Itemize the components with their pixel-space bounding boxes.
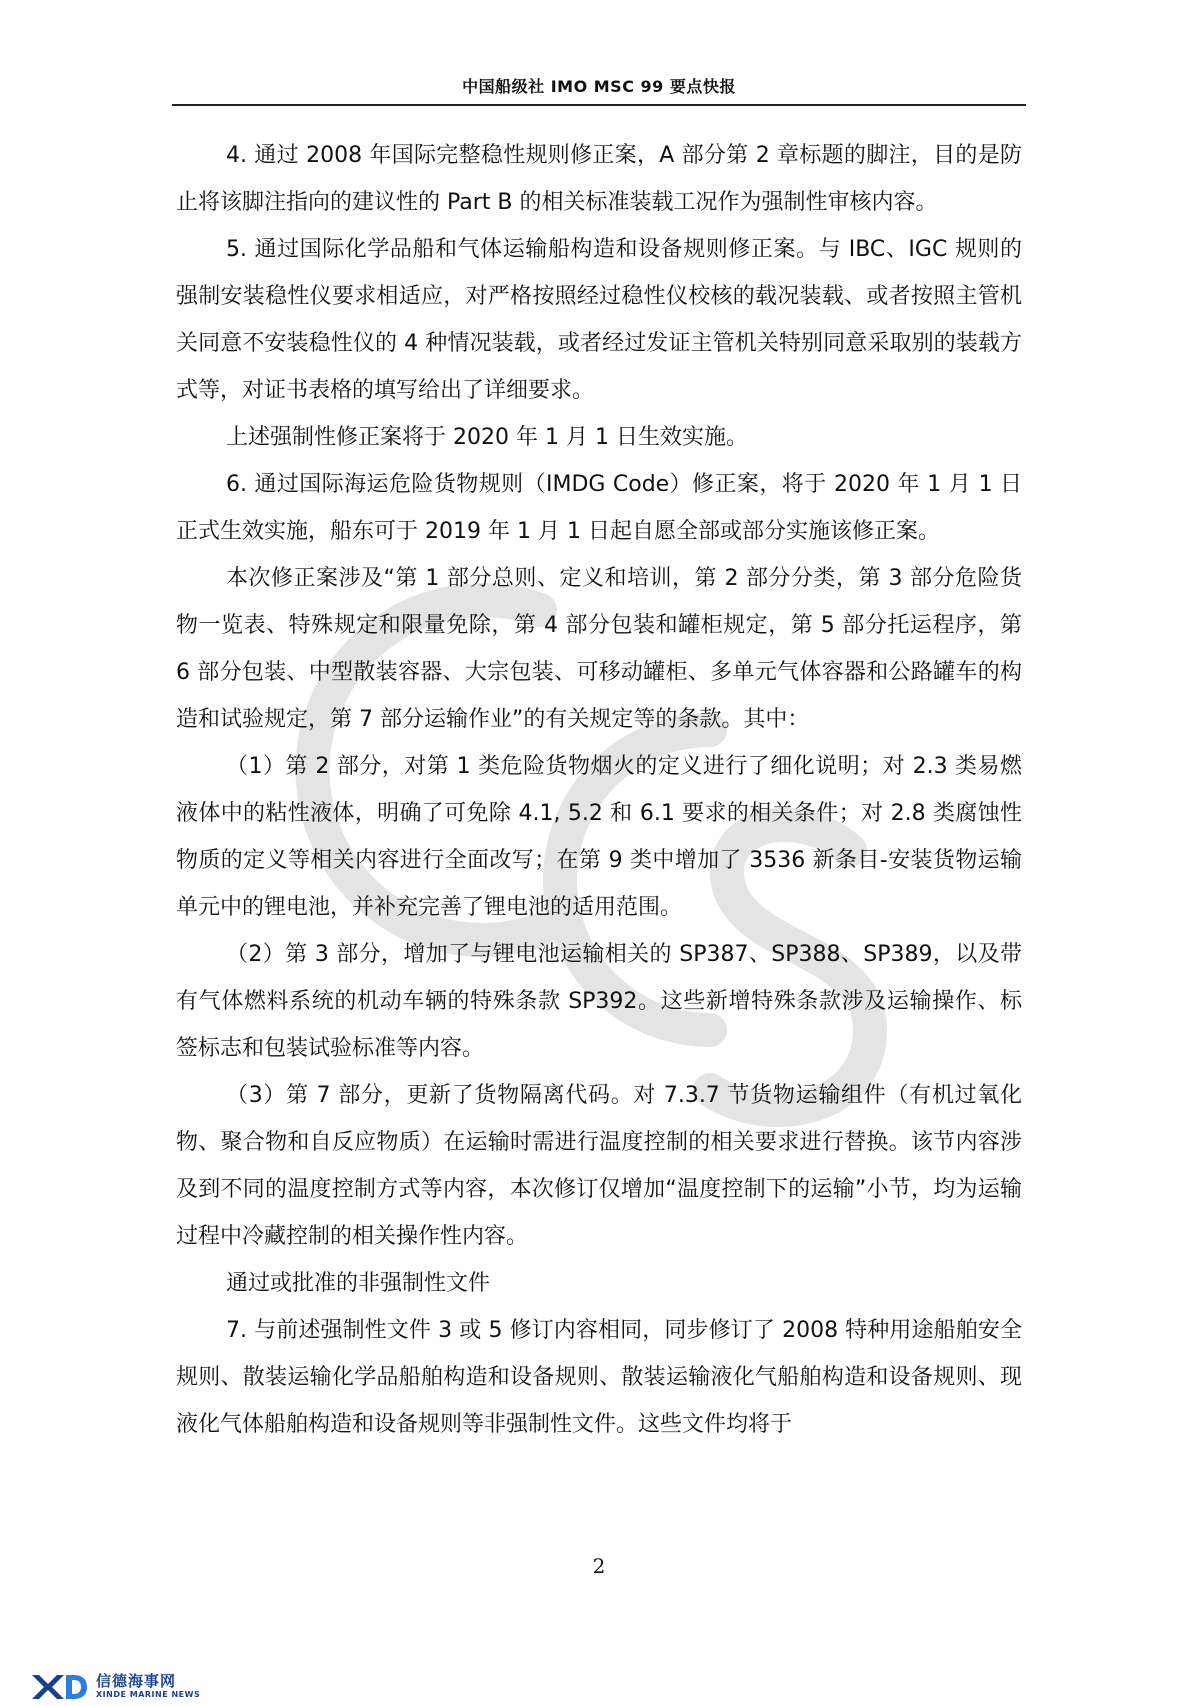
document-body [176, 132, 1022, 1448]
xd-logo-icon [30, 1672, 88, 1702]
paragraph-amendment-scope: 本次修正案涉及“第 1 部分总则、定义和培训，第 2 部分分类，第 3 部分危险货物一览表、特殊规定和限量免除，第 4 部分包装和罐柜规定，第 5 部分托运程序，第 6 部分包装、中型散装容器、大宗包装、可移动罐柜、多单元气体容器和公路罐车的构造和试验规定，第 7 部分运输作业”的有关规定等的条款。其中： [176, 566, 1022, 732]
section-heading-non-mandatory: 通过或批准的非强制性文件 [226, 1271, 491, 1296]
paragraph-item-5: 5. 通过国际化学品船和气体运输船构造和设备规则修正案。与 IBC、IGC 规则的强制安装稳性仪要求相适应，对严格按照经过稳性仪校核的载况装载、或者按照主管机关同意不安装稳性仪的 4 种情况装载，或者经过发证主管机关特别同意采取别的装载方式等，对证书表格的填写给出了详细要求。 [176, 237, 1022, 403]
logo-subtitle: XINDE MARINE NEWS [96, 1690, 201, 1699]
paragraph-effective-date: 上述强制性修正案将于 2020 年 1 月 1 日生效实施。 [226, 425, 748, 450]
paragraph-item-7: 7. 与前述强制性文件 3 或 5 修订内容相同，同步修订了 2008 特种用途船舶安全规则、散装运输化学品船舶构造和设备规则、散装运输液化气船舶构造和设备规则、现液化气体船舶构造和设备规则等非强制性文件。这些文件均将于 [176, 1318, 1022, 1437]
logo-name: 信德海事网 [96, 1672, 177, 1690]
page-header-title: 中国船级社 IMO MSC 99 要点快报 [462, 77, 736, 96]
paragraph-item-4: 4. 通过 2008 年国际完整稳性规则修正案，A 部分第 2 章标题的脚注，目的是防止将该脚注指向的建议性的 Part B 的相关标准装载工况作为强制性审核内容。 [176, 143, 1022, 215]
xinde-logo [30, 1670, 230, 1704]
page-number: 2 [592, 1554, 606, 1578]
header-divider [172, 104, 1026, 106]
paragraph-part-2: （1）第 2 部分，对第 1 类危险货物烟火的定义进行了细化说明；对 2.3 类易燃液体中的粘性液体，明确了可免除 4.1, 5.2 和 6.1 要求的相关条件；对 2.8 类腐蚀性物质的定义等相关内容进行全面改写；在第 9 类中增加了 3536 新条目-安装货物运输单元中的锂电池，并补充完善了锂电池的适用范围。 [176, 754, 1022, 920]
paragraph-item-6: 6. 通过国际海运危险货物规则（IMDG Code）修正案，将于 2020 年 1 月 1 日正式生效实施，船东可于 2019 年 1 月 1 日起自愿全部或部分实施该修正案。 [176, 472, 1022, 544]
paragraph-part-3: （2）第 3 部分，增加了与锂电池运输相关的 SP387、SP388、SP389，以及带有气体燃料系统的机动车辆的特殊条款 SP392。这些新增特殊条款涉及运输操作、标签标志和包装试验标准等内容。 [176, 942, 1022, 1061]
paragraph-part-7: （3）第 7 部分，更新了货物隔离代码。对 7.3.7 节货物运输组件（有机过氧化物、聚合物和自反应物质）在运输时需进行温度控制的相关要求进行替换。该节内容涉及到不同的温度控制方式等内容，本次修订仅增加“温度控制下的运输”小节，均为运输过程中冷藏控制的相关操作性内容。 [176, 1083, 1022, 1249]
